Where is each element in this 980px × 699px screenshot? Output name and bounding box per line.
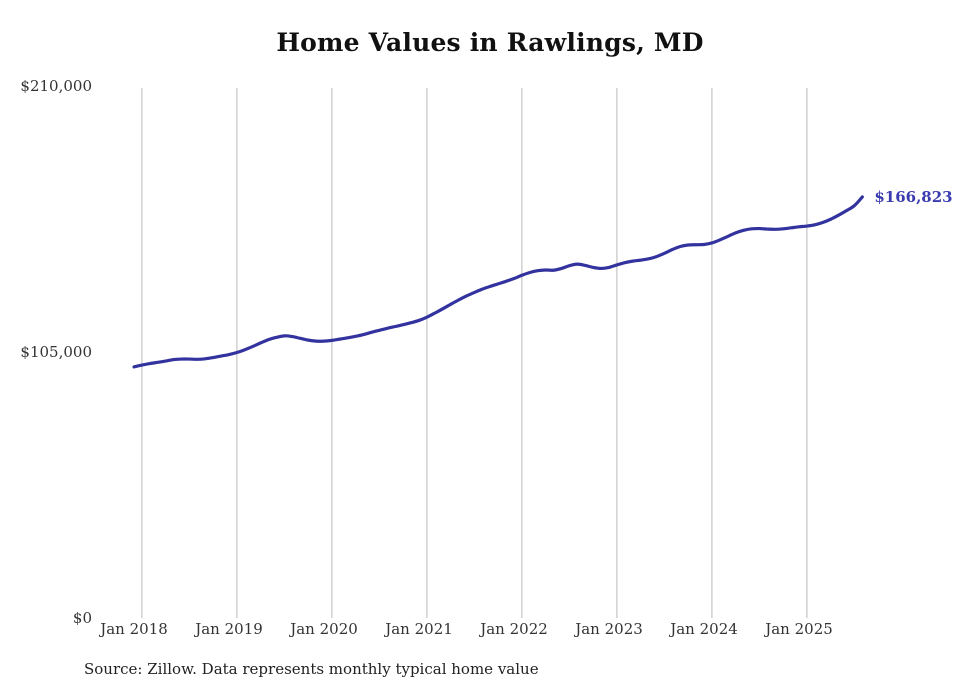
source-note: Source: Zillow. Data represents monthly typical home value — [84, 660, 539, 678]
x-axis-tick-label-2025: Jan 2025 — [765, 620, 833, 638]
x-axis-tick-label-2020: Jan 2020 — [290, 620, 358, 638]
x-axis-tick-label-2021: Jan 2021 — [385, 620, 453, 638]
x-axis-tick-label-2022: Jan 2022 — [480, 620, 548, 638]
y-axis-tick-label-mid: $105,000 — [20, 343, 92, 361]
gridlines — [142, 88, 807, 618]
x-axis-tick-label-2019: Jan 2019 — [195, 620, 263, 638]
home-value-line-series — [134, 197, 862, 367]
plot-svg — [100, 88, 880, 618]
x-axis-tick-label-2018: Jan 2018 — [100, 620, 168, 638]
plot-area — [100, 88, 880, 618]
x-axis-tick-label-2023: Jan 2023 — [575, 620, 643, 638]
y-axis-tick-label-top: $210,000 — [20, 77, 92, 95]
x-axis-tick-label-2024: Jan 2024 — [670, 620, 738, 638]
chart-title: Home Values in Rawlings, MD — [276, 28, 704, 57]
end-value-label: $166,823 — [874, 187, 953, 206]
y-axis-tick-label-bottom: $0 — [72, 609, 92, 627]
